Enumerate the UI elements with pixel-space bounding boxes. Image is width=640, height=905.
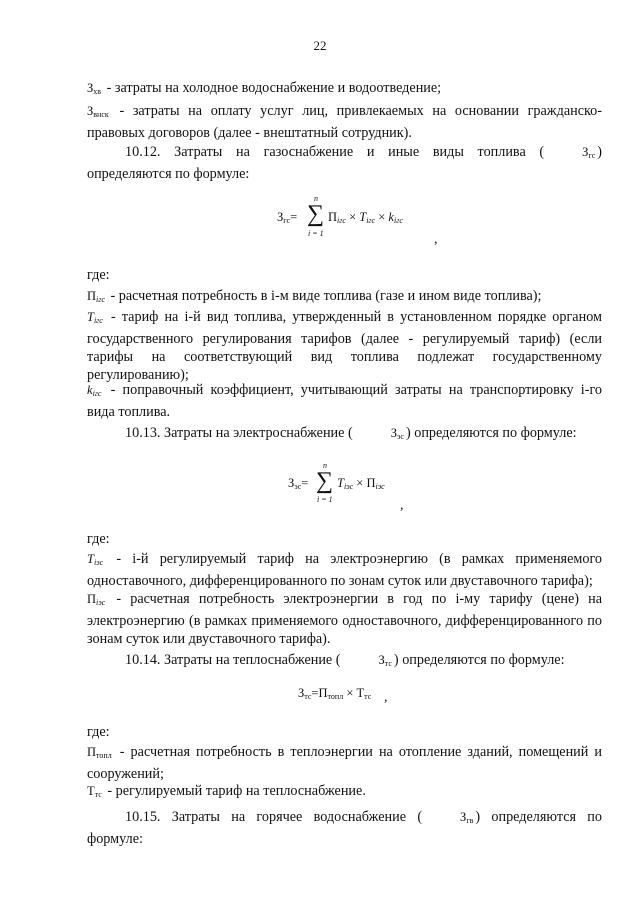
symbol: $З_{хв}$ [87, 81, 102, 96]
formula-body: $П_{iгс} \times T_{iгс} \times k_{iгс}$ [328, 210, 403, 225]
formula-lhs: $З_{эс}=$ [288, 476, 309, 491]
section-10-15: 10.15. Затраты на горячее водоснабжение ( $З_{гв}$ ) определяются по формуле: [87, 809, 602, 847]
definition-zhv [87, 79, 602, 101]
symbol: $З_{гс}$ [582, 145, 596, 160]
formula-comma: , [434, 232, 438, 247]
sum-lower-limit: i = 1 [308, 229, 324, 238]
definition-text: - расчетная потребность электроэнергии в год по i-му тарифу (цене) на электроэнергию (в рамках применяемого одноставочного, дифференцированного по зонам суток или двуставочного тарифа). [87, 591, 603, 647]
sigma-sign: ∑ [307, 201, 325, 227]
page-number: 22 [313, 38, 327, 53]
definition-p-topl [87, 743, 602, 783]
sum-upper-limit: n [314, 194, 318, 203]
sigma-sign: ∑ [316, 468, 334, 494]
sum-lower-limit: i = 1 [317, 495, 333, 504]
definition-text: - тариф на i-й вид топлива, утвержденный в установленном порядке органом государственного регулирования тарифов (далее - регулируемый тариф) (если тарифы на соответствующий вид топлива подлежат государственному регулированию); [87, 309, 603, 383]
symbol: $П_{iгс}$ [87, 289, 105, 304]
symbol: $П_{iэс}$ [87, 592, 106, 607]
symbol: $П_{топл}$ [87, 745, 112, 760]
definition-p-ies [87, 590, 602, 648]
symbol: $T_{iгс}$ [87, 310, 103, 325]
definition-text: - затраты на оплату услуг лиц, привлекаемых на основании гражданско-правовых договоров (далее - внештатный сотрудник). [87, 103, 603, 141]
formula-body: $T_{iэс} \times П_{iэс}$ [337, 476, 385, 491]
definition-text: - регулируемый тариф на теплоснабжение. [107, 783, 366, 799]
symbol: $T_{iэс}$ [87, 552, 104, 567]
formula-body: $З_{тс}=П_{топл} \times Т_{тс}$ [298, 686, 372, 701]
symbol: $З_{эс}$ [390, 426, 404, 441]
symbol: $З_{тс}$ [378, 653, 392, 668]
definition-t-ies [87, 550, 602, 590]
definition-k-igs [87, 381, 602, 421]
section-10-13: 10.13. Затраты на электроснабжение ( $З_{эс}$ ) определяются по формуле: [87, 424, 602, 446]
symbol: $k_{iгс}$ [87, 383, 102, 398]
symbol: $Т_{тс}$ [87, 784, 102, 799]
where-label: где: [87, 531, 110, 547]
symbol: $З_{внск}$ [87, 104, 109, 119]
section-10-12: 10.12. Затраты на газоснабжение и иные виды топлива ( $З_{гс}$ ) определяются по формуле: [87, 144, 602, 182]
definition-text: - расчетная потребность в теплоэнергии на отопление зданий, помещений и сооружений; [87, 744, 603, 782]
definition-zvnsk [87, 102, 602, 142]
definition-p-igs [87, 287, 602, 309]
formula-comma: , [400, 498, 404, 513]
formula-lhs: $З_{гс}=$ [277, 210, 298, 225]
definition-text: - i-й регулируемый тариф на электроэнергию (в рамках применяемого одноставочного, дифференцированного по зонам суток или двуставочного тарифа); [87, 551, 602, 589]
section-10-14: 10.14. Затраты на теплоснабжение ( $З_{тс}$ ) определяются по формуле: [87, 651, 602, 673]
definition-text: - поправочный коэффициент, учитывающий затраты на транспортировку i-го вида топлива. [87, 382, 603, 420]
definition-t-ts [87, 782, 602, 804]
definition-t-igs [87, 308, 602, 384]
where-label: где: [87, 267, 110, 283]
definition-text: - расчетная потребность в i-м виде топлива (газе и ином виде топлива); [110, 288, 542, 304]
formula-comma: , [384, 690, 388, 705]
symbol: $З_{гв}$ [460, 810, 474, 825]
where-label: где: [87, 724, 110, 740]
definition-text: - затраты на холодное водоснабжение и водоотведение; [106, 80, 442, 96]
sum-upper-limit: n [323, 461, 327, 470]
